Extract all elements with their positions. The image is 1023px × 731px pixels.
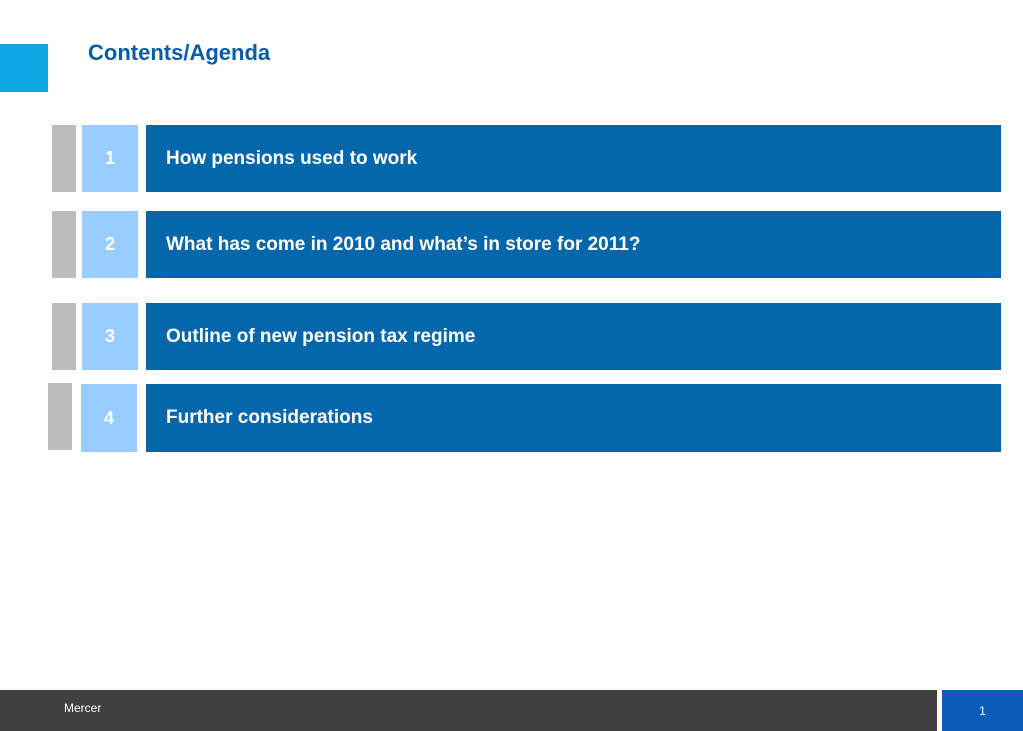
agenda-item-label: What has come in 2010 and what’s in store for 2011?: [146, 211, 1001, 278]
agenda-item-number: 1: [82, 125, 138, 192]
agenda-item-label: Further considerations: [146, 384, 1001, 452]
agenda-item-3[interactable]: [52, 303, 1001, 370]
agenda-item-tab: [48, 383, 72, 450]
agenda-item-number: 4: [81, 384, 137, 452]
footer-brand: Mercer: [64, 701, 102, 715]
accent-square: [0, 44, 48, 92]
page-number: 1: [942, 690, 1023, 731]
agenda-item-tab: [52, 211, 76, 278]
agenda-item-2[interactable]: [52, 211, 1001, 278]
agenda-item-number: 3: [82, 303, 138, 370]
agenda-item-4[interactable]: [48, 384, 1001, 451]
agenda-item-tab: [52, 303, 76, 370]
page-title: Contents/Agenda: [88, 40, 271, 65]
agenda-item-number: 2: [82, 211, 138, 278]
footer-bar: [0, 690, 937, 731]
agenda-item-label: How pensions used to work: [146, 125, 1001, 192]
agenda-item-tab: [52, 125, 76, 192]
agenda-item-label: Outline of new pension tax regime: [146, 303, 1001, 370]
agenda-item-1[interactable]: [52, 125, 1001, 192]
